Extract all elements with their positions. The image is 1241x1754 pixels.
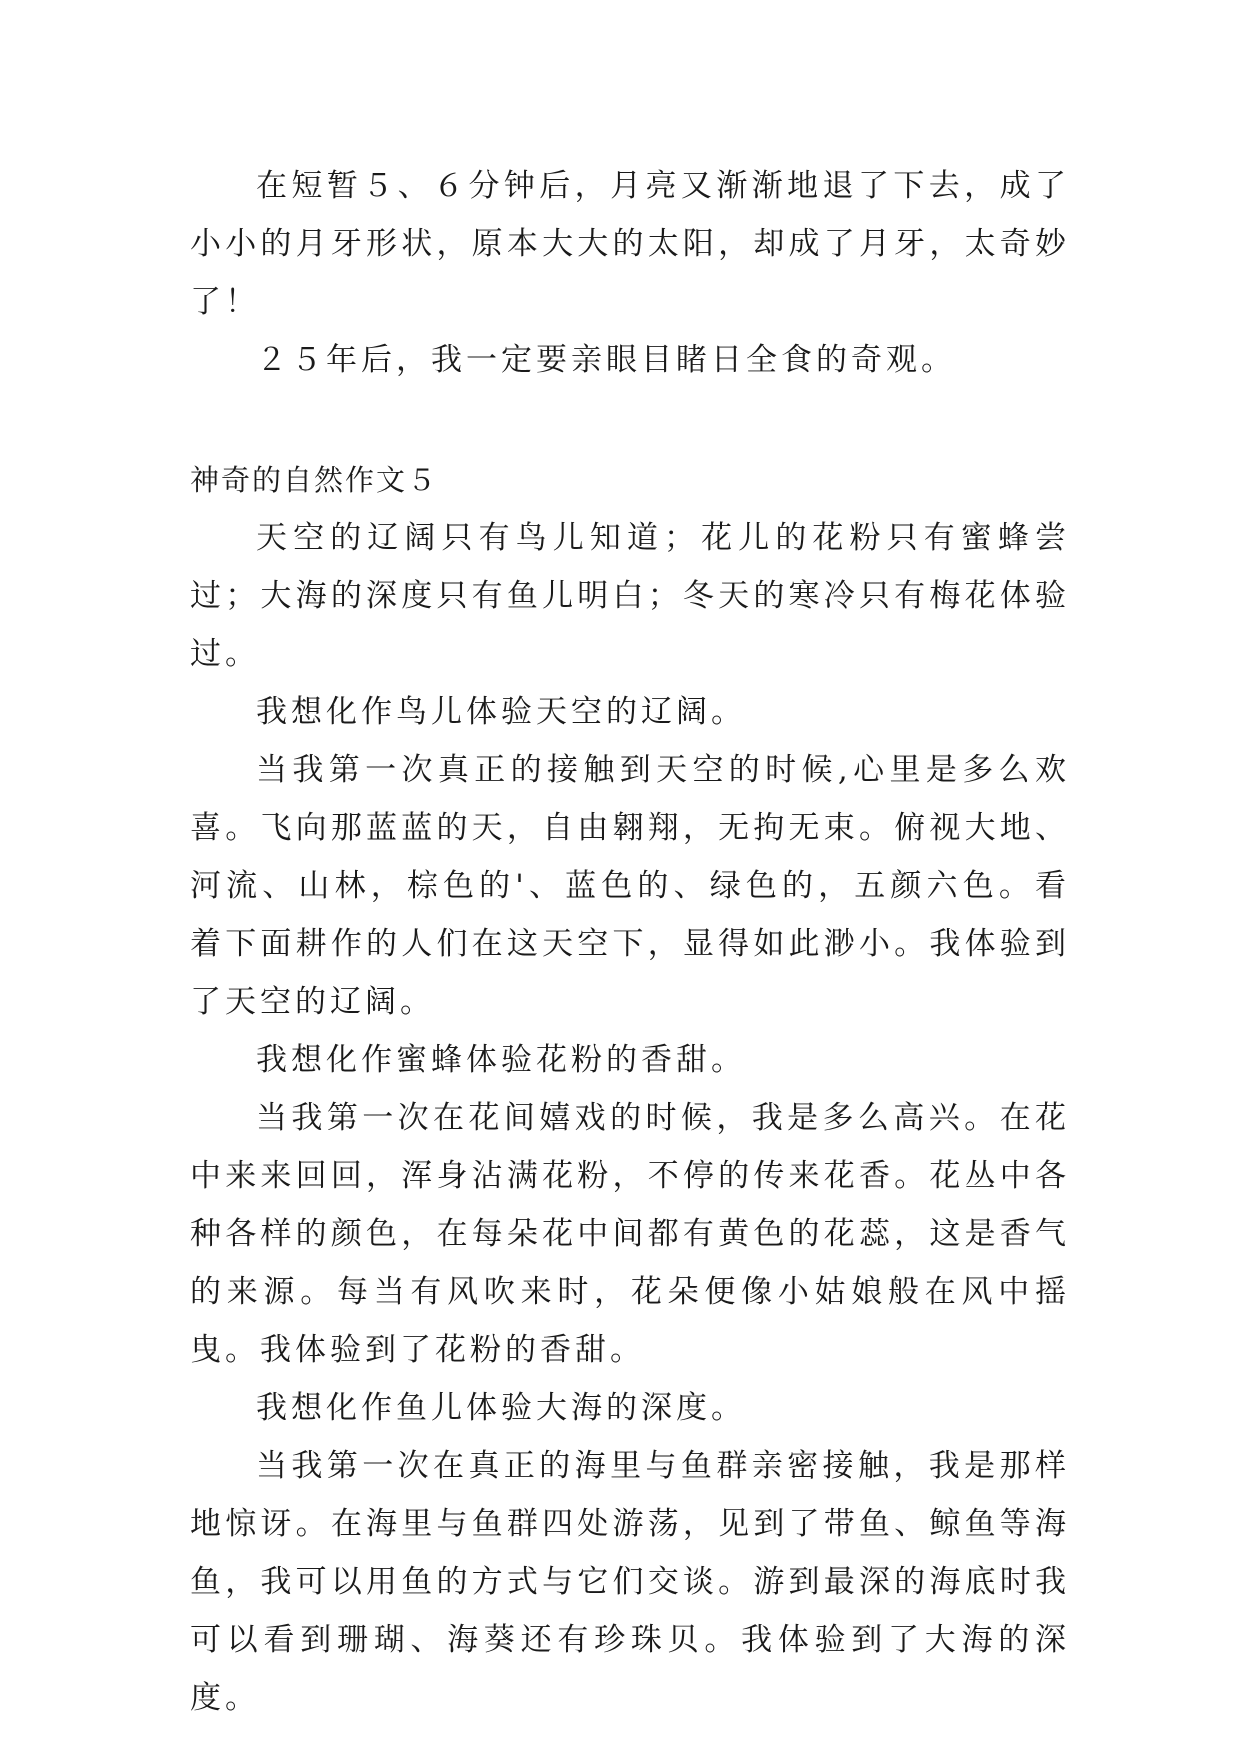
paragraph-eclipse-wish: ２５年后，我一定要亲眼目睹日全食的奇观。 — [256, 342, 956, 378]
paragraph-bee-experience: 当我第一次在花间嬉戏的时候，我是多么高兴。在花中来来回回，浑身沾满花粉，不停的传来花香。花丛中各种各样的颜色，在每朵花中间都有黄色的花蕊，这是香气的来源。每当有风吹来时，花朵便像小姑娘般在风中摇曳。我体验到了花粉的香甜。 — [190, 1100, 1070, 1368]
paragraph-fish-wish: 我想化作鱼儿体验大海的深度。 — [256, 1390, 746, 1426]
paragraph-fish-experience: 当我第一次在真正的海里与鱼群亲密接触，我是那样地惊讶。在海里与鱼群四处游荡，见到了带鱼、鲸鱼等海鱼，我可以用鱼的方式与它们交谈。游到最深的海底时我可以看到珊瑚、海葵还有珍珠贝。我体验到了大海的深度。 — [190, 1448, 1070, 1716]
paragraph-solar-eclipse-ending: 在短暂５、６分钟后，月亮又渐渐地退了下去，成了小小的月牙形状，原本大大的太阳，却成了月牙，太奇妙了！ — [190, 168, 1070, 320]
section-title: 神奇的自然作文５ — [190, 463, 439, 497]
section-gap — [190, 389, 1070, 451]
paragraph-bird-experience: 当我第一次真正的接触到天空的时候,心里是多么欢喜。飞向那蓝蓝的天，自由翱翔，无拘无束。俯视大地、河流、山林，棕色的'、蓝色的、绿色的，五颜六色。看着下面耕作的人们在这天空下，显得如此渺小。我体验到了天空的辽阔。 — [190, 752, 1070, 1020]
paragraph-intro: 天空的辽阔只有鸟儿知道；花儿的花粉只有蜜蜂尝过；大海的深度只有鱼儿明白；冬天的寒冷只有梅花体验过。 — [190, 520, 1070, 672]
paragraph-bee-wish: 我想化作蜜蜂体验花粉的香甜。 — [256, 1042, 746, 1078]
document-body — [190, 157, 1070, 1727]
paragraph-bird-wish: 我想化作鸟儿体验天空的辽阔。 — [256, 694, 746, 730]
